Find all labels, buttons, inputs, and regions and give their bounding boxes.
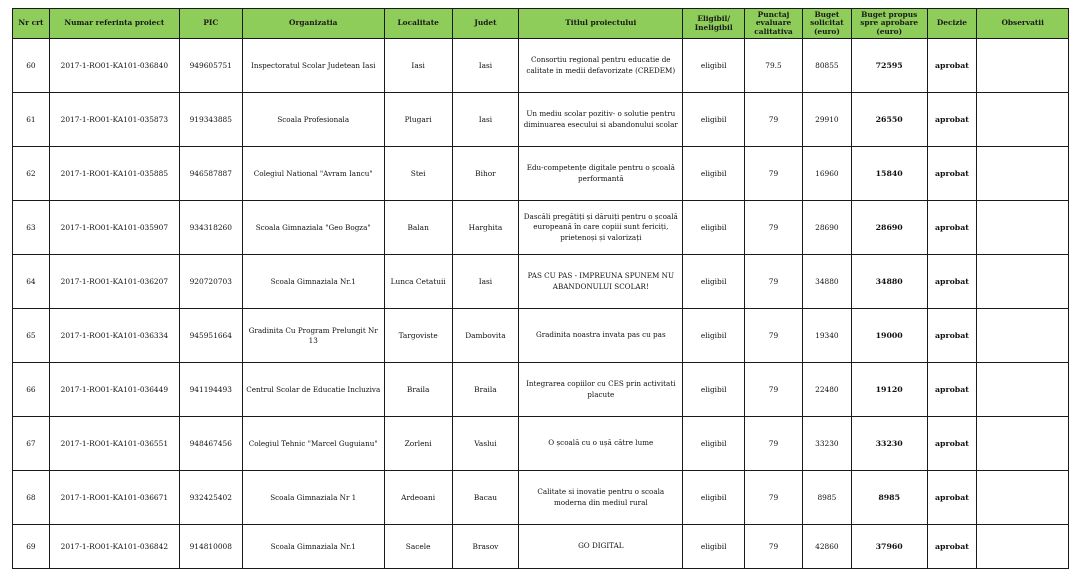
cell-pic: 945951664 xyxy=(179,309,242,363)
header-elig: Eligibil/ Ineligibil xyxy=(683,9,745,39)
table-row xyxy=(13,93,1069,147)
header-ref: Numar referinta proiect xyxy=(49,9,179,39)
cell-decizie: aprobat xyxy=(927,147,977,201)
cell-elig: eligibil xyxy=(683,255,745,309)
cell-nr: 63 xyxy=(13,201,50,255)
cell-punctaj: 79 xyxy=(745,525,803,569)
cell-ref: 2017-1-RO01-KA101-036551 xyxy=(49,417,179,471)
table-row xyxy=(13,201,1069,255)
cell-ref: 2017-1-RO01-KA101-036449 xyxy=(49,363,179,417)
cell-nr: 65 xyxy=(13,309,50,363)
cell-elig: eligibil xyxy=(683,39,745,93)
cell-nr: 69 xyxy=(13,525,50,569)
cell-nr: 68 xyxy=(13,471,50,525)
cell-org: Centrul Scolar de Educatie Incluziva xyxy=(242,363,384,417)
cell-judet: Vaslui xyxy=(452,417,519,471)
cell-titlu: PAS CU PAS - IMPREUNA SPUNEM NU ABANDONULUI SCOLAR! xyxy=(519,255,683,309)
cell-decizie: aprobat xyxy=(927,471,977,525)
table-row xyxy=(13,417,1069,471)
cell-propus: 34880 xyxy=(851,255,927,309)
table-row xyxy=(13,147,1069,201)
cell-titlu: Edu-competențe digitale pentru o școală performantă xyxy=(519,147,683,201)
cell-nr: 62 xyxy=(13,147,50,201)
cell-loc: Stei xyxy=(384,147,452,201)
cell-ref: 2017-1-RO01-KA101-035907 xyxy=(49,201,179,255)
cell-obs xyxy=(977,39,1069,93)
cell-elig: eligibil xyxy=(683,525,745,569)
cell-decizie: aprobat xyxy=(927,201,977,255)
cell-loc: Targoviste xyxy=(384,309,452,363)
cell-pic: 932425402 xyxy=(179,471,242,525)
cell-buget: 19340 xyxy=(802,309,851,363)
cell-judet: Bihor xyxy=(452,147,519,201)
cell-ref: 2017-1-RO01-KA101-036671 xyxy=(49,471,179,525)
cell-obs xyxy=(977,471,1069,525)
cell-org: Scoala Profesionala xyxy=(242,93,384,147)
cell-propus: 33230 xyxy=(851,417,927,471)
header-org: Organizatia xyxy=(242,9,384,39)
cell-titlu: Consortiu regional pentru educatie de calitate in medii defavorizate (CREDEM) xyxy=(519,39,683,93)
cell-pic: 946587887 xyxy=(179,147,242,201)
cell-elig: eligibil xyxy=(683,363,745,417)
cell-judet: Dambovita xyxy=(452,309,519,363)
projects-table xyxy=(12,8,1069,569)
cell-pic: 919343885 xyxy=(179,93,242,147)
cell-org: Scoala Gimnaziala Nr.1 xyxy=(242,255,384,309)
cell-titlu: Integrarea copiilor cu CES prin activitati placute xyxy=(519,363,683,417)
cell-nr: 67 xyxy=(13,417,50,471)
cell-ref: 2017-1-RO01-KA101-036334 xyxy=(49,309,179,363)
cell-propus: 37960 xyxy=(851,525,927,569)
cell-propus: 15840 xyxy=(851,147,927,201)
cell-titlu: Gradinita noastra invata pas cu pas xyxy=(519,309,683,363)
table-row xyxy=(13,363,1069,417)
header-nr: Nr crt xyxy=(13,9,50,39)
cell-propus: 19120 xyxy=(851,363,927,417)
cell-ref: 2017-1-RO01-KA101-036842 xyxy=(49,525,179,569)
cell-punctaj: 79.5 xyxy=(745,39,803,93)
table-row xyxy=(13,525,1069,569)
cell-titlu: Calitate si inovatie pentru o scoala moderna din mediul rural xyxy=(519,471,683,525)
cell-punctaj: 79 xyxy=(745,363,803,417)
cell-titlu: O școală cu o ușă către lume xyxy=(519,417,683,471)
cell-loc: Zorleni xyxy=(384,417,452,471)
table-row xyxy=(13,39,1069,93)
cell-ref: 2017-1-RO01-KA101-035885 xyxy=(49,147,179,201)
cell-propus: 19000 xyxy=(851,309,927,363)
cell-org: Colegiul Tehnic "Marcel Guguianu" xyxy=(242,417,384,471)
cell-judet: Iasi xyxy=(452,255,519,309)
cell-ref: 2017-1-RO01-KA101-036207 xyxy=(49,255,179,309)
cell-decizie: aprobat xyxy=(927,417,977,471)
cell-elig: eligibil xyxy=(683,93,745,147)
cell-punctaj: 79 xyxy=(745,417,803,471)
cell-loc: Plugari xyxy=(384,93,452,147)
cell-decizie: aprobat xyxy=(927,525,977,569)
header-decizie: Decizie xyxy=(927,9,977,39)
cell-titlu: Un mediu scolar pozitiv- o solutie pentru diminuarea esecului si abandonului scolar xyxy=(519,93,683,147)
cell-loc: Balan xyxy=(384,201,452,255)
table-row xyxy=(13,309,1069,363)
cell-punctaj: 79 xyxy=(745,309,803,363)
cell-decizie: aprobat xyxy=(927,39,977,93)
cell-buget: 16960 xyxy=(802,147,851,201)
cell-obs xyxy=(977,309,1069,363)
cell-buget: 80855 xyxy=(802,39,851,93)
cell-pic: 948467456 xyxy=(179,417,242,471)
cell-obs xyxy=(977,363,1069,417)
cell-buget: 34880 xyxy=(802,255,851,309)
cell-obs xyxy=(977,147,1069,201)
cell-ref: 2017-1-RO01-KA101-036840 xyxy=(49,39,179,93)
cell-elig: eligibil xyxy=(683,471,745,525)
header-propus: Buget propus spre aprobare (euro) xyxy=(851,9,927,39)
cell-decizie: aprobat xyxy=(927,309,977,363)
cell-punctaj: 79 xyxy=(745,471,803,525)
table-row xyxy=(13,471,1069,525)
table-row xyxy=(13,255,1069,309)
cell-org: Scoala Gimnaziala "Geo Bogza" xyxy=(242,201,384,255)
cell-loc: Ardeoani xyxy=(384,471,452,525)
cell-decizie: aprobat xyxy=(927,93,977,147)
header-obs: Observatii xyxy=(977,9,1069,39)
cell-propus: 8985 xyxy=(851,471,927,525)
cell-punctaj: 79 xyxy=(745,201,803,255)
cell-nr: 61 xyxy=(13,93,50,147)
cell-pic: 949605751 xyxy=(179,39,242,93)
cell-elig: eligibil xyxy=(683,147,745,201)
cell-decizie: aprobat xyxy=(927,363,977,417)
projects-sheet xyxy=(12,8,1069,569)
cell-obs xyxy=(977,525,1069,569)
cell-titlu: GO DIGITAL xyxy=(519,525,683,569)
cell-loc: Iasi xyxy=(384,39,452,93)
cell-loc: Sacele xyxy=(384,525,452,569)
cell-buget: 29910 xyxy=(802,93,851,147)
cell-buget: 8985 xyxy=(802,471,851,525)
cell-org: Gradinita Cu Program Prelungit Nr 13 xyxy=(242,309,384,363)
cell-elig: eligibil xyxy=(683,309,745,363)
header-pic: PIC xyxy=(179,9,242,39)
cell-org: Scoala Gimnaziala Nr.1 xyxy=(242,525,384,569)
cell-pic: 914810008 xyxy=(179,525,242,569)
cell-loc: Lunca Cetatuii xyxy=(384,255,452,309)
header-buget: Buget solicitat (euro) xyxy=(802,9,851,39)
header-punctaj: Punctaj evaluare calitativa xyxy=(745,9,803,39)
cell-nr: 64 xyxy=(13,255,50,309)
cell-punctaj: 79 xyxy=(745,93,803,147)
cell-titlu: Dascăli pregătiți și dăruiți pentru o școală europeană în care copiii sunt fericiți, prietenoși și valorizați xyxy=(519,201,683,255)
cell-ref: 2017-1-RO01-KA101-035873 xyxy=(49,93,179,147)
cell-elig: eligibil xyxy=(683,417,745,471)
header-titlu: Titlul proiectului xyxy=(519,9,683,39)
cell-judet: Iasi xyxy=(452,93,519,147)
header-loc: Localitate xyxy=(384,9,452,39)
cell-judet: Braila xyxy=(452,363,519,417)
cell-propus: 28690 xyxy=(851,201,927,255)
cell-obs xyxy=(977,93,1069,147)
cell-org: Colegiul National "Avram Iancu" xyxy=(242,147,384,201)
cell-loc: Braila xyxy=(384,363,452,417)
cell-buget: 42860 xyxy=(802,525,851,569)
header-row xyxy=(13,9,1069,39)
cell-punctaj: 79 xyxy=(745,147,803,201)
cell-judet: Harghita xyxy=(452,201,519,255)
cell-buget: 22480 xyxy=(802,363,851,417)
cell-judet: Bacau xyxy=(452,471,519,525)
cell-nr: 60 xyxy=(13,39,50,93)
cell-buget: 28690 xyxy=(802,201,851,255)
cell-punctaj: 79 xyxy=(745,255,803,309)
header-judet: Judet xyxy=(452,9,519,39)
cell-obs xyxy=(977,417,1069,471)
cell-decizie: aprobat xyxy=(927,255,977,309)
cell-nr: 66 xyxy=(13,363,50,417)
cell-pic: 920720703 xyxy=(179,255,242,309)
cell-obs xyxy=(977,255,1069,309)
cell-judet: Brasov xyxy=(452,525,519,569)
cell-pic: 934318260 xyxy=(179,201,242,255)
cell-elig: eligibil xyxy=(683,201,745,255)
cell-buget: 33230 xyxy=(802,417,851,471)
cell-propus: 26550 xyxy=(851,93,927,147)
cell-org: Inspectoratul Scolar Judetean Iasi xyxy=(242,39,384,93)
cell-propus: 72595 xyxy=(851,39,927,93)
cell-obs xyxy=(977,201,1069,255)
cell-org: Scoala Gimnaziala Nr 1 xyxy=(242,471,384,525)
cell-pic: 941194493 xyxy=(179,363,242,417)
cell-judet: Iasi xyxy=(452,39,519,93)
